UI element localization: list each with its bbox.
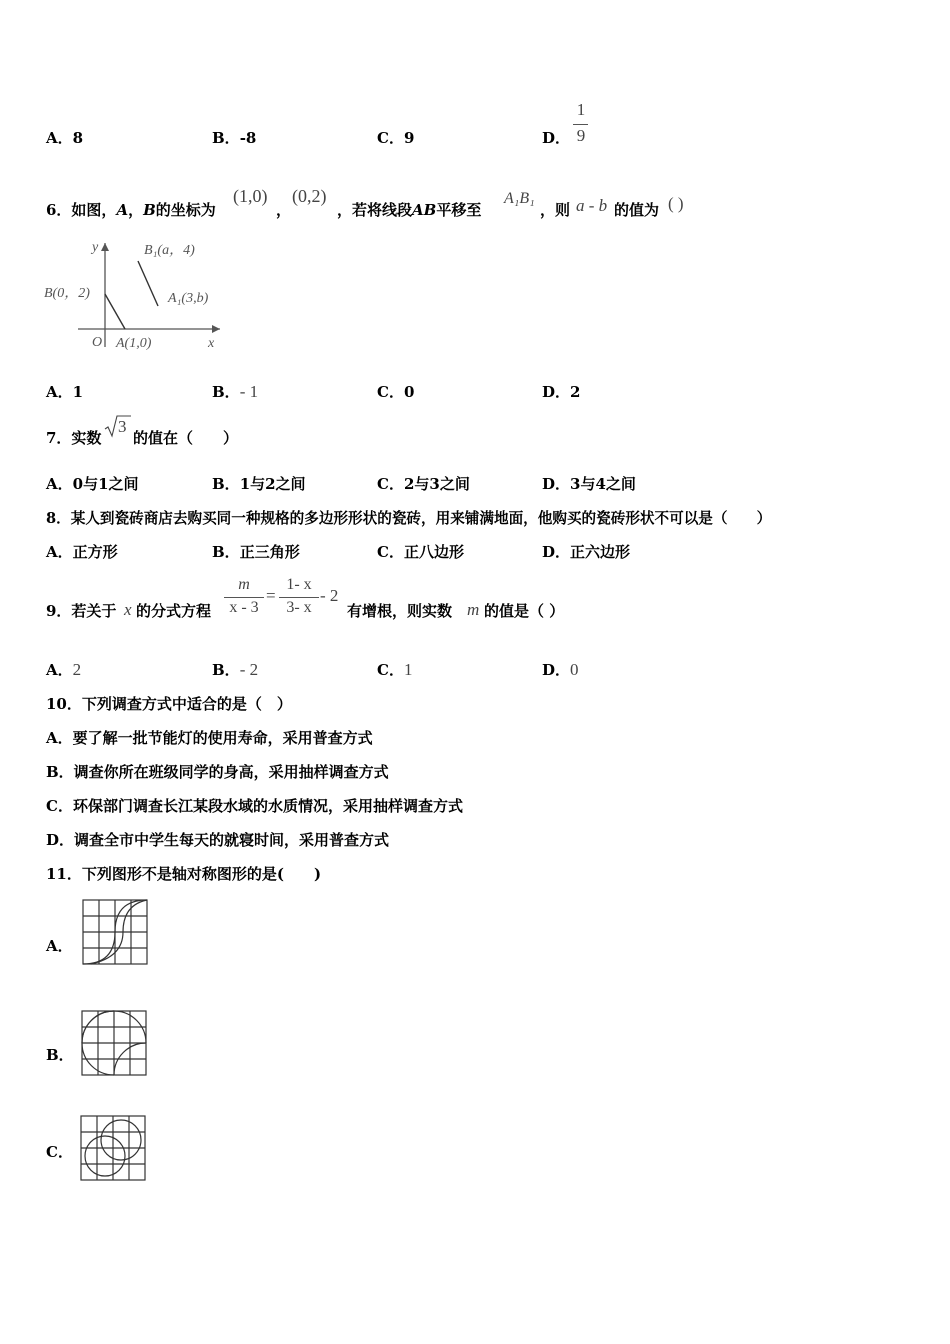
q6-option-b[interactable]	[212, 381, 258, 402]
q9-option-a[interactable]	[46, 659, 81, 680]
q9-question-pre: 9．若关于	[46, 602, 117, 620]
q6-option-b-letter: B．	[212, 383, 240, 401]
q7-option-a-letter: A．	[46, 475, 73, 493]
q6-y-arrow	[101, 243, 109, 251]
q6-option-b-text: - 1	[239, 382, 259, 401]
q6-text-if: ，若将线段	[337, 201, 413, 219]
q11-option-b-figure[interactable]	[79, 1008, 149, 1078]
q6-text-coords: 的坐标为	[155, 201, 216, 219]
q8-question: 8．某人到瓷砖商店去购买同一种规格的多边形形状的瓷砖，用来铺满地面，他购买的瓷砖形状不可以是（ ）	[46, 510, 772, 527]
q6-option-d[interactable]	[542, 381, 580, 402]
q11-option-b[interactable]: B．	[46, 1046, 74, 1064]
q8-option-d[interactable]	[542, 541, 630, 562]
q5-option-b[interactable]	[212, 127, 256, 148]
q6-coord-2: (0,2)	[292, 186, 327, 206]
q9-option-b-text: - 2	[239, 660, 259, 679]
q11-option-a-figure[interactable]	[80, 897, 150, 967]
q8-option-b[interactable]	[212, 541, 300, 562]
q11-option-c-figure[interactable]	[78, 1113, 148, 1183]
q5-option-d-letter: D．	[542, 129, 571, 147]
q6-text-value: 的值为	[614, 201, 660, 219]
q5-option-c-text: 9	[403, 129, 415, 147]
q6-option-d-text: 2	[570, 383, 581, 401]
q6-option-a[interactable]	[46, 381, 83, 402]
q8-option-b-letter: B．	[212, 543, 240, 561]
q6-expression: a - b	[576, 196, 608, 215]
q8-option-d-letter: D．	[542, 543, 571, 561]
q9-option-c-letter: C．	[377, 661, 404, 679]
q9-var-x: x	[124, 600, 132, 619]
q7-question-post: 的值在（ ）	[133, 429, 239, 447]
q6-question	[46, 199, 216, 220]
q8-option-a[interactable]	[46, 541, 118, 562]
q6-text-then: ，则	[540, 201, 571, 219]
q11-option-c[interactable]: C．	[46, 1143, 73, 1161]
q5-option-c[interactable]	[377, 127, 414, 148]
q8-option-a-text: 正方形	[72, 543, 118, 561]
q6-option-a-text: 1	[72, 383, 84, 401]
q6-label-a1: A₁(3,b)	[168, 291, 209, 306]
q6-number: 6．如图，	[46, 201, 117, 219]
q7-option-b-text: 1与2之间	[239, 475, 306, 493]
q6-option-c[interactable]	[377, 381, 414, 402]
q6-option-c-text: 0	[403, 383, 415, 401]
q10-option-c[interactable]: C．环保部门调查长江某段水域的水质情况，采用抽样调查方式	[46, 797, 463, 815]
q9-option-b[interactable]	[212, 659, 258, 680]
q6-x-arrow	[212, 325, 220, 333]
q9-option-d-text: 0	[570, 660, 579, 679]
q9-option-a-text: 2	[72, 660, 82, 679]
q6-label-y: y	[92, 240, 99, 255]
q10-option-b[interactable]: B．调查你所在班级同学的身高，采用抽样调查方式	[46, 763, 389, 781]
q6-label-origin: O	[92, 335, 103, 350]
q7-option-b-letter: B．	[212, 475, 240, 493]
q6-segment-a1b1-line	[138, 261, 158, 306]
q8-option-c[interactable]	[377, 541, 464, 562]
q7-radicand: 3	[118, 417, 127, 436]
q8-option-d-text: 正六边形	[570, 543, 631, 561]
q9-question-post: 的值是（ ）	[484, 602, 565, 620]
q5-d-fraction-bar	[573, 124, 588, 125]
q6-segment-ab: AB	[412, 201, 437, 219]
q6-answer-paren: ( )	[668, 194, 684, 213]
q9-option-d-letter: D．	[542, 661, 571, 679]
q9-question-mid2: 有增根，则实数	[347, 602, 453, 620]
q6-sep: ，	[128, 201, 144, 219]
q9-frac1-numerator: m	[238, 576, 250, 593]
q5-option-a[interactable]	[46, 127, 83, 148]
q7-option-d[interactable]	[542, 473, 636, 494]
q9-frac2-bar	[279, 597, 319, 598]
q6-point-b: B	[143, 201, 156, 219]
q9-option-b-letter: B．	[212, 661, 240, 679]
q9-frac2-denominator: 3- x	[286, 599, 312, 616]
q5-d-denominator: 9	[576, 126, 586, 145]
q6-label-a: A(1,0)	[116, 336, 152, 351]
q6-text-segment	[337, 199, 481, 220]
q5-d-numerator: 1	[576, 100, 586, 119]
q10-question: 10．下列调查方式中适合的是（ ）	[46, 695, 292, 713]
q7-option-c-text: 2与3之间	[403, 475, 470, 493]
q9-minus-two: - 2	[320, 586, 339, 605]
q6-coordinate-figure	[40, 235, 230, 355]
q11-option-a[interactable]: A．	[46, 937, 73, 955]
q8-option-c-letter: C．	[377, 543, 404, 561]
q7-option-c-letter: C．	[377, 475, 404, 493]
q7-option-d-letter: D．	[542, 475, 571, 493]
q5-option-b-letter: B．	[212, 129, 240, 147]
q6-label-b: B(0，2)	[44, 286, 90, 301]
q8-option-b-text: 正三角形	[239, 543, 300, 561]
q6-option-d-letter: D．	[542, 383, 571, 401]
q6-label-b1: B₁(a，4)	[144, 243, 195, 258]
q9-equals: =	[266, 586, 276, 605]
q7-option-c[interactable]	[377, 473, 470, 494]
q6-text-translate: 平移至	[436, 201, 482, 219]
q8-option-c-text: 正八边形	[403, 543, 464, 561]
q9-option-a-letter: A．	[46, 661, 73, 679]
q10-option-a[interactable]: A．要了解一批节能灯的使用寿命，采用普查方式	[46, 729, 373, 747]
q7-option-b[interactable]	[212, 473, 306, 494]
q5-option-c-letter: C．	[377, 129, 404, 147]
q6-option-a-letter: A．	[46, 383, 73, 401]
q6-segment-a1b1: A₁B₁	[504, 190, 535, 207]
q6-comma: ，	[276, 201, 292, 219]
q5-option-b-text: -8	[239, 129, 257, 147]
q9-option-d[interactable]	[542, 659, 579, 680]
q9-frac2-numerator: 1- x	[286, 576, 312, 593]
q5-option-d[interactable]	[542, 127, 570, 148]
q9-option-c[interactable]	[377, 659, 412, 680]
q5-option-a-text: 8	[72, 129, 84, 147]
q7-question-pre: 7．实数	[46, 429, 102, 447]
q7-option-a[interactable]	[46, 473, 139, 494]
q9-question-mid: 的分式方程	[136, 602, 212, 620]
q8-option-a-letter: A．	[46, 543, 73, 561]
q10-option-d[interactable]: D．调查全市中学生每天的就寝时间，采用普查方式	[46, 831, 390, 849]
q9-frac1-denominator: x - 3	[229, 599, 259, 616]
q6-option-c-letter: C．	[377, 383, 404, 401]
q6-label-x: x	[208, 336, 215, 351]
q11-question: 11．下列图形不是轴对称图形的是( )	[46, 865, 322, 883]
q6-point-a: A	[116, 201, 129, 219]
q5-option-a-letter: A．	[46, 129, 73, 147]
q6-segment-ab-line	[105, 294, 125, 329]
q9-var-m: m	[467, 600, 480, 619]
q6-coord-1: (1,0)	[233, 186, 268, 206]
q7-option-a-text: 0与1之间	[72, 475, 139, 493]
q9-frac1-bar	[224, 597, 264, 598]
q9-option-c-text: 1	[403, 660, 413, 679]
q7-option-d-text: 3与4之间	[570, 475, 636, 493]
